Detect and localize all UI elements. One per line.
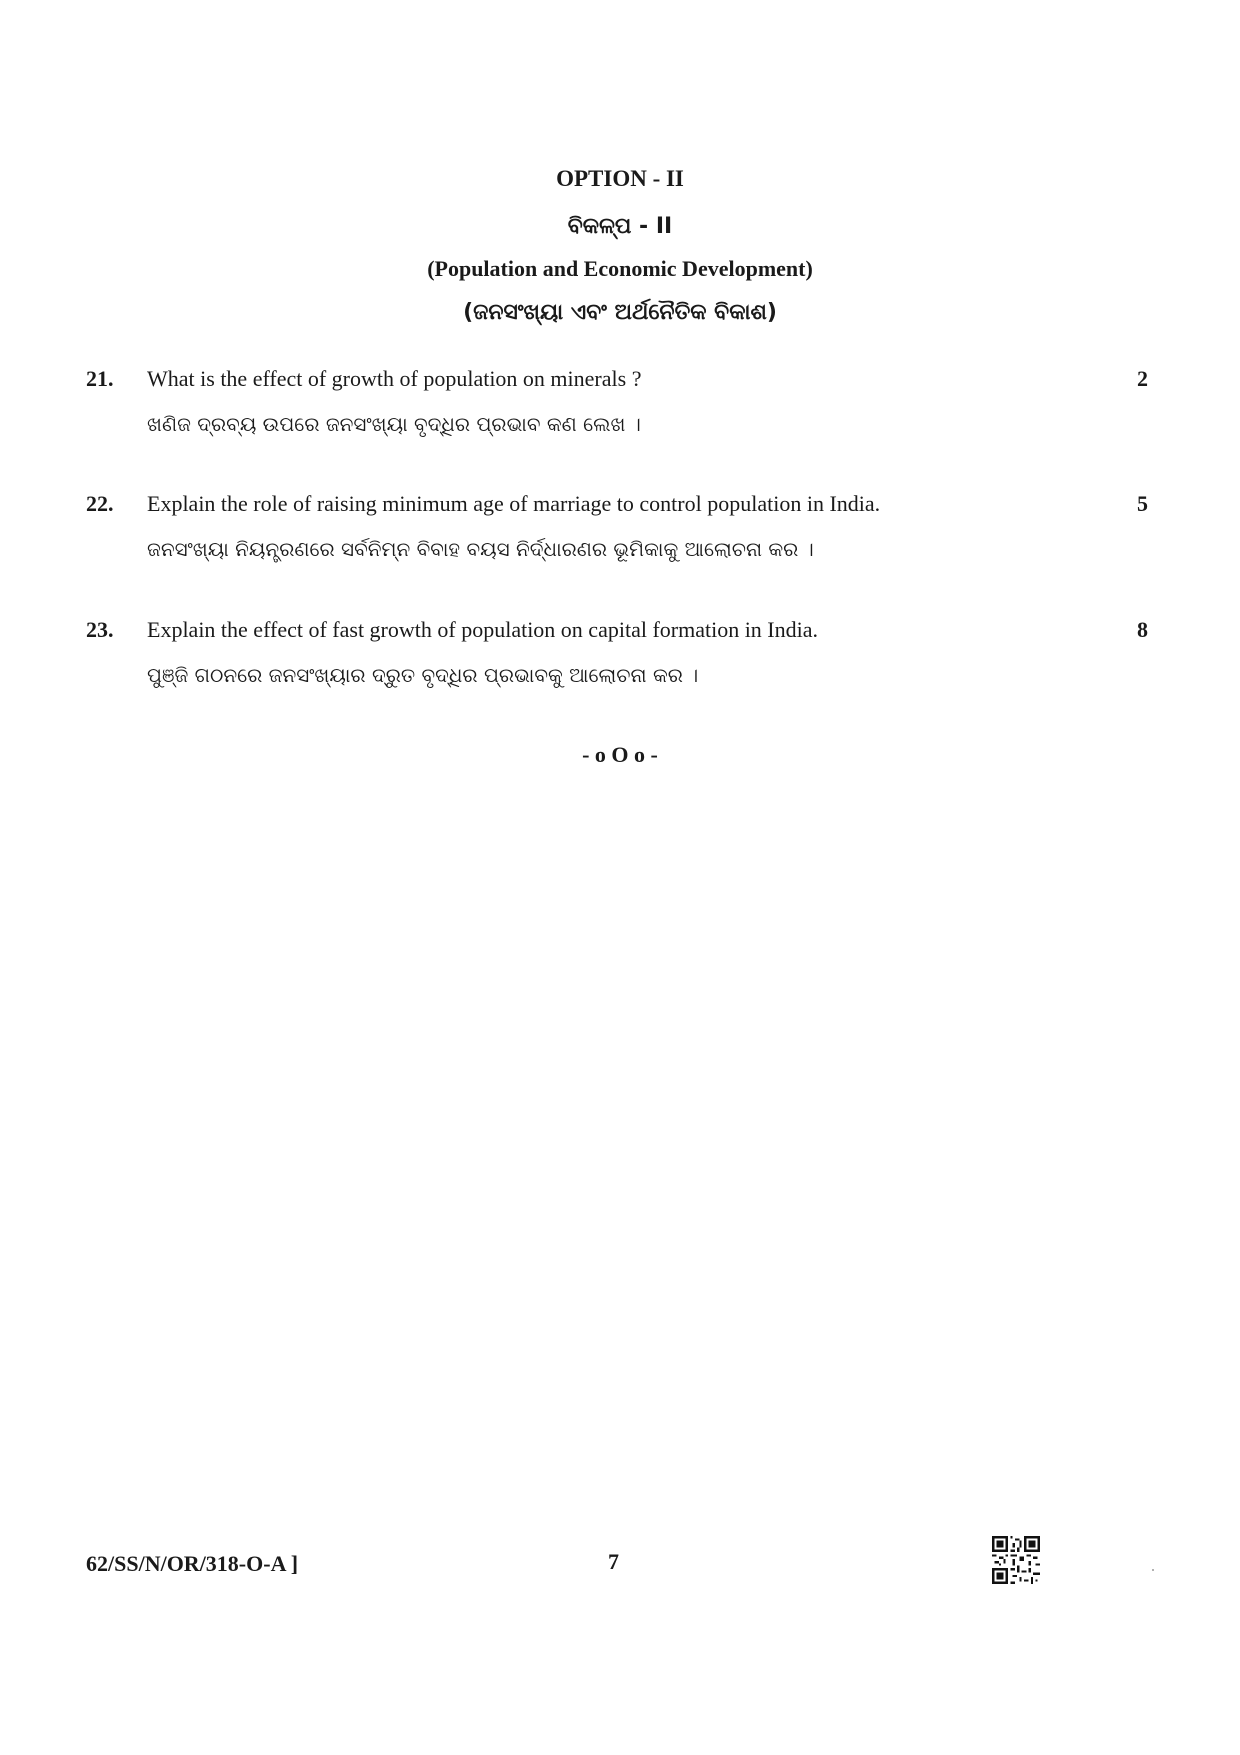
section-title: (Population and Economic Development) — [427, 256, 813, 281]
question-number: 21. — [86, 366, 114, 391]
question-text-odia: ପୁଞ୍ଜି ଗଠନରେ ଜନସଂଖ୍ୟାର ଦ୍ରୁତ ବୃଦ୍ଧିର ପ୍ରଭାବକୁ ଆଲୋଚନା କର । — [147, 663, 699, 687]
section-title-odia: (ଜନସଂଖ୍ୟା ଏବଂ ଅର୍ଥନୈତିକ ବିକାଶ) — [463, 300, 777, 325]
page-number: 7 — [608, 1549, 619, 1574]
question-number: 22. — [86, 491, 114, 516]
question-marks: 5 — [1137, 491, 1148, 516]
end-of-paper-mark: - o O o - — [582, 742, 658, 767]
question-number: 23. — [86, 617, 114, 642]
question-text: Explain the role of raising minimum age of marriage to control population in India. — [147, 491, 881, 516]
question-text-odia: ଜନସଂଖ୍ୟା ନିୟନ୍ତ୍ରଣରେ ସର୍ବନିମ୍ନ ବିବାହ ବୟସ ନିର୍ଦ୍ଧାରଣର ଭୂମିକାକୁ ଆଲୋଚନା କର । — [147, 537, 814, 561]
qr-code-icon — [992, 1536, 1040, 1584]
option-heading: OPTION - II — [556, 166, 684, 191]
paper-code: 62/SS/N/OR/318-O-A ] — [86, 1551, 299, 1576]
question-text: What is the effect of growth of population on minerals ? — [147, 366, 642, 391]
scan-speck — [1152, 1569, 1154, 1571]
question-text-odia: ଖଣିଜ ଦ୍ରବ୍ୟ ଉପରେ ଜନସଂଖ୍ୟା ବୃଦ୍ଧିର ପ୍ରଭାବ କଣ ଲେଖ । — [147, 412, 641, 436]
question-marks: 8 — [1137, 617, 1148, 642]
question-text: Explain the effect of fast growth of population on capital formation in India. — [147, 617, 819, 642]
option-heading-odia: ବିକଳ୍ପ - II — [567, 214, 673, 239]
question-marks: 2 — [1137, 366, 1148, 391]
